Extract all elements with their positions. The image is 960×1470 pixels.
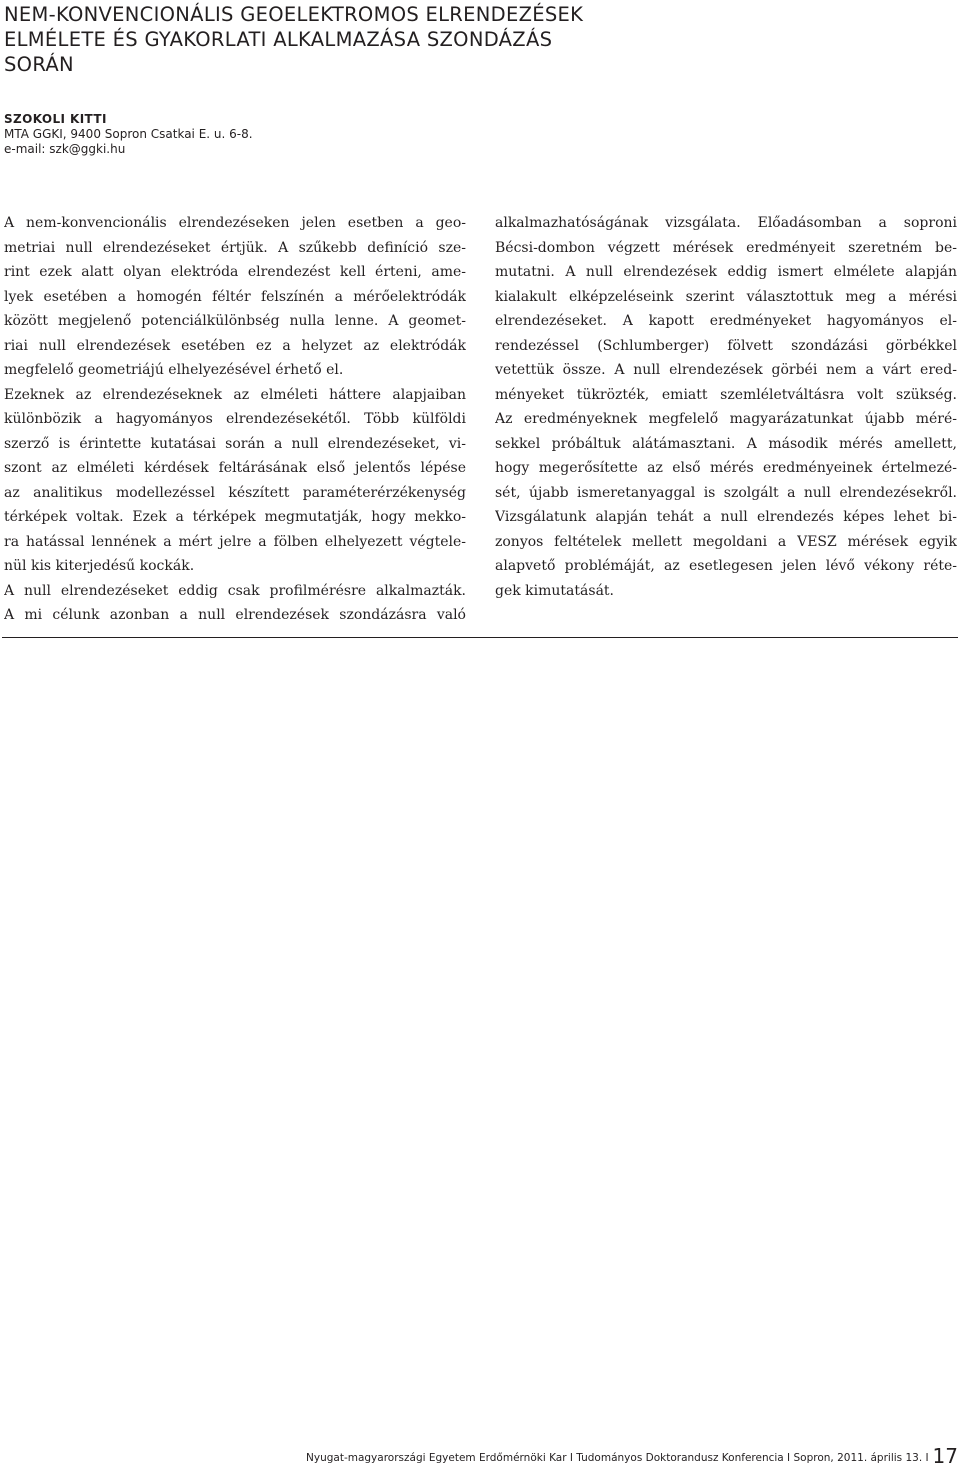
text-line: kialakult elképzeléseink szerint választottuk meg a mérési bbox=[495, 288, 957, 305]
text-line: alapvető problémáját, az esetlegesen jelen lévő vékony réte- bbox=[495, 558, 957, 574]
text-line: gek kimutatását. bbox=[495, 582, 614, 599]
right-column bbox=[495, 211, 957, 603]
text-line: riai null elrendezések esetében ez a helyzet az elektródák bbox=[4, 337, 466, 354]
text-line: különbözik a hagyományos elrendezésekétől. Több külföldi bbox=[4, 411, 466, 427]
footer-text: Nyugat-magyarországi Egyetem Erdőmérnöki Kar I Tudományos Doktorandusz Konferencia I Sopron, 2011. április 13. I bbox=[306, 1452, 929, 1464]
text-line: sét, újabb ismeretanyaggal is szolgált a null elrendezésekről. bbox=[495, 484, 957, 501]
paper-title bbox=[4, 2, 644, 77]
title-line: NEM-KONVENCIONÁLIS GEOELEKTROMOS ELRENDEZÉSEK bbox=[4, 3, 584, 26]
author-affiliation: MTA GGKI, 9400 Sopron Csatkai E. u. 6-8. bbox=[4, 127, 253, 141]
text-line: között megjelenő potenciálkülönbség nulla lenne. A geomet- bbox=[4, 313, 466, 329]
text-line: Vizsgálatunk alapján tehát a null elrendezés képes lehet bi- bbox=[495, 509, 957, 525]
left-column bbox=[4, 211, 466, 628]
author-name: SZOKOLI KITTI bbox=[4, 112, 107, 126]
title-line: SORÁN bbox=[4, 53, 74, 76]
text-line: lyek esetében a homogén féltér felszínén a mérőelektródák bbox=[4, 288, 466, 305]
author-email: e-mail: szk@ggki.hu bbox=[4, 142, 126, 156]
text-line: elrendezéseket. A kapott eredményeket hagyományos el- bbox=[495, 313, 957, 329]
text-line: az analitikus modellezéssel készített paraméterérzékenység bbox=[4, 484, 466, 501]
text-line: hogy megerősítette az első mérés eredményeinek értelmezé- bbox=[495, 460, 957, 476]
text-line: rint ezek alatt olyan elektróda elrendezést kell érteni, ame- bbox=[4, 264, 466, 280]
page-footer bbox=[306, 1438, 958, 1466]
text-line: megfelelő geometriájú elhelyezésével érhető el. bbox=[4, 362, 344, 378]
text-line: szont az elméleti kérdések feltárásának első jelentős lépése bbox=[4, 460, 466, 476]
title-line: ELMÉLETE ÉS GYAKORLATI ALKALMAZÁSA SZONDÁZÁS bbox=[4, 28, 553, 51]
text-line: szerző is érintette kutatásai során a null elrendezéseket, vi- bbox=[4, 435, 466, 452]
page-number: 17 bbox=[932, 1444, 958, 1468]
text-line: alkalmazhatóságának vizsgálata. Előadásomban a soproni bbox=[495, 215, 957, 231]
text-line: Bécsi-dombon végzett mérések eredményeit szeretném be- bbox=[495, 239, 957, 256]
text-line: zonyos feltételek mellett megoldani a VESZ mérések egyik bbox=[495, 533, 957, 550]
text-line: ményeket tükrözték, emiatt szemléletváltásra volt szükség. bbox=[495, 386, 957, 403]
text-line: mutatni. A null elrendezések eddig ismert elmélete alapján bbox=[495, 264, 957, 280]
text-line: ra hatással lennének a mért jelre a fölben elhelyezett végtele- bbox=[4, 533, 466, 550]
author-block bbox=[4, 112, 253, 157]
text-line: A nem-konvencionális elrendezéseken jelen esetben a geo- bbox=[4, 215, 466, 231]
text-line: rendezéssel (Schlumberger) fölvett szondázási görbékkel bbox=[495, 337, 957, 354]
text-line: térképek voltak. Ezek a térképek megmutatják, hogy mekko- bbox=[4, 509, 466, 525]
text-line: nül kis kiterjedésű kockák. bbox=[4, 558, 195, 574]
text-line: A mi célunk azonban a null elrendezések szondázásra való bbox=[4, 607, 466, 623]
horizontal-divider bbox=[2, 637, 958, 638]
text-line: A null elrendezéseket eddig csak profilmérésre alkalmazták. bbox=[4, 582, 466, 599]
text-line: metriai null elrendezéseket értjük. A szűkebb definíció sze- bbox=[4, 239, 466, 256]
text-line: Az eredményeknek megfelelő magyarázatunkat újabb méré- bbox=[495, 411, 957, 427]
text-line: Ezeknek az elrendezéseknek az elméleti háttere alapjaiban bbox=[4, 386, 466, 403]
text-line: vetettük össze. A null elrendezések görbéi nem a várt ered- bbox=[495, 362, 957, 378]
text-line: sekkel próbáltuk alátámasztani. A második mérés amellett, bbox=[495, 435, 957, 452]
